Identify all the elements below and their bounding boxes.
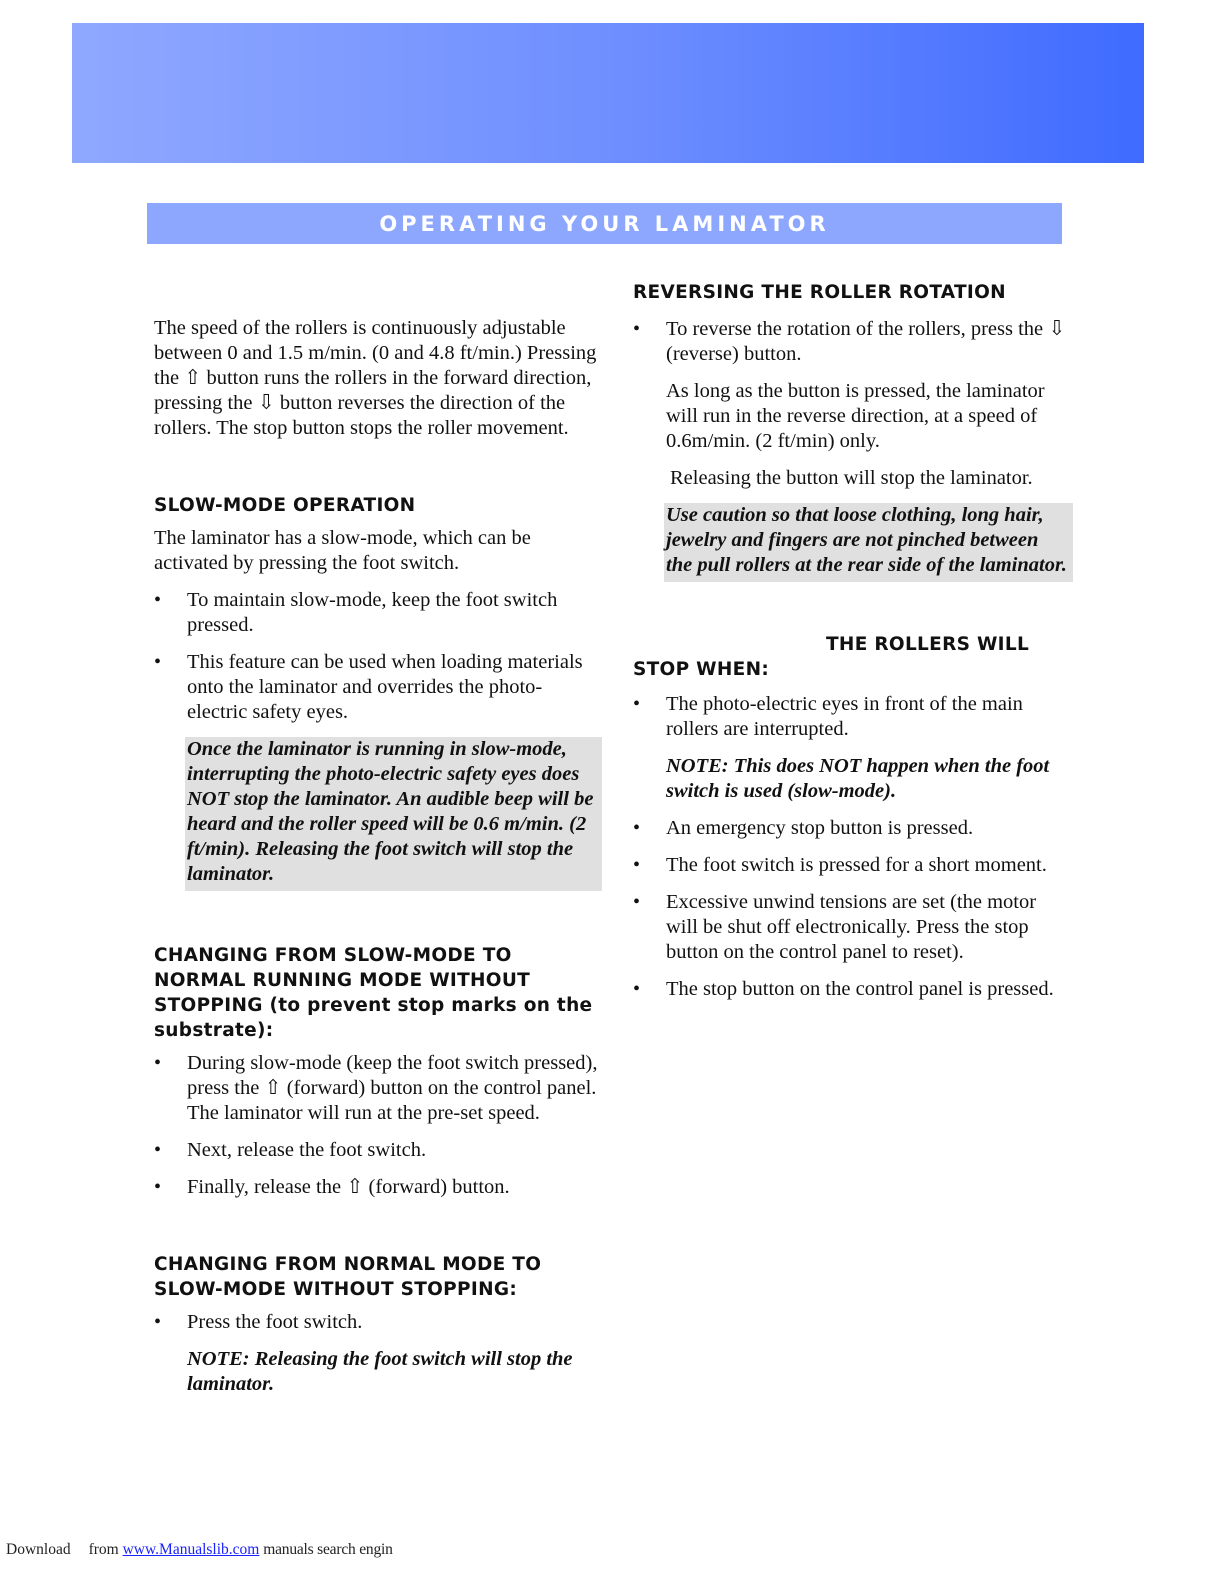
normal-to-slow-note: NOTE: Releasing the foot switch will stop the laminator. xyxy=(187,1348,573,1395)
slow-mode-note: Once the laminator is running in slow-mode, interrupting the photo-electric safety eyes does NOT stop the laminator. An audible beep will be heard and the roller speed will be 0.6 m/min. (2 ft/min). Releasing the foot switch will stop the laminator. xyxy=(185,737,602,891)
reversing-para-1: As long as the button is pressed, the laminator will run in the reverse direction, at a speed of 0.6m/min. (2 ft/min) only. xyxy=(666,380,1045,452)
section-title: OPERATING YOUR LAMINATOR xyxy=(379,211,830,236)
rollers-stop-heading-line1: THE ROLLERS WILL xyxy=(826,634,1030,655)
rollers-stop-heading-line2: STOP WHEN: xyxy=(633,659,770,680)
top-banner xyxy=(72,23,1144,163)
list-item: • To maintain slow-mode, keep the foot switch pressed. xyxy=(154,588,602,638)
footer-download: Download xyxy=(6,1541,71,1558)
list-item: • Finally, release the ⇧ (forward) button. xyxy=(154,1175,602,1200)
slow-to-normal-heading xyxy=(154,943,602,1043)
normal-to-slow-heading: CHANGING FROM NORMAL MODE TO SLOW-MODE WITHOUT STOPPING: xyxy=(154,1254,542,1300)
section-title-bar xyxy=(147,203,1062,244)
list-item: • An emergency stop button is pressed. xyxy=(633,816,1073,841)
slow-to-normal-bullets xyxy=(154,1051,602,1200)
right-column xyxy=(633,280,1073,1014)
reversing-heading: REVERSING THE ROLLER ROTATION xyxy=(633,282,1006,303)
slow-mode-bullets xyxy=(154,588,602,725)
reversing-bullets xyxy=(633,317,1073,367)
slow-to-normal-heading-tail: (to prevent stop marks on the substrate): xyxy=(154,995,593,1041)
slow-mode-heading: SLOW-MODE OPERATION xyxy=(154,495,416,516)
footer-from: from xyxy=(88,1541,119,1558)
intro-paragraph: The speed of the rollers is continuously adjustable between 0 and 1.5 m/min. (0 and 4.8 ft/min.) Pressing the ⇧ button runs the rollers in the forward direction, pressing the ⇩ button reverses the direction of the rollers. The stop button stops the roller movement. xyxy=(154,317,597,439)
stop-when-bullets-1 xyxy=(633,692,1073,742)
list-item: • Excessive unwind tensions are set (the motor will be shut off electronically. Press the stop button on the control panel to reset). xyxy=(633,890,1073,965)
list-item: • The stop button on the control panel is pressed. xyxy=(633,977,1073,1002)
list-item: • The photo-electric eyes in front of the main rollers are interrupted. xyxy=(633,692,1073,742)
list-item: • The foot switch is pressed for a short moment. xyxy=(633,853,1073,878)
list-item: • This feature can be used when loading materials onto the laminator and overrides the photo-electric safety eyes. xyxy=(154,650,602,725)
rollers-stop-heading xyxy=(633,632,1073,682)
footer-link[interactable]: www.Manualslib.com xyxy=(122,1541,260,1558)
stop-when-bullets-2 xyxy=(633,816,1073,1002)
list-item: • To reverse the rotation of the rollers, press the ⇩ (reverse) button. xyxy=(633,317,1073,367)
reversing-para-2: Releasing the button will stop the laminator. xyxy=(670,467,1033,489)
footer xyxy=(6,1541,393,1559)
stop-when-note: NOTE: This does NOT happen when the foot switch is used (slow-mode). xyxy=(666,755,1050,802)
slow-mode-text: The laminator has a slow-mode, which can be activated by pressing the foot switch. xyxy=(154,527,531,574)
slow-to-normal-heading-main: CHANGING FROM SLOW-MODE TO NORMAL RUNNING MODE WITHOUT STOPPING xyxy=(154,945,531,1016)
left-column xyxy=(154,316,602,1409)
list-item: • During slow-mode (keep the foot switch pressed), press the ⇧ (forward) button on the control panel. The laminator will run at the pre-set speed. xyxy=(154,1051,602,1126)
footer-tail: manuals search engin xyxy=(263,1541,393,1558)
list-item: • Next, release the foot switch. xyxy=(154,1138,602,1163)
reversing-caution: Use caution so that loose clothing, long hair, jewelry and fingers are not pinched between the pull rollers at the rear side of the laminator. xyxy=(664,503,1073,582)
list-item: • Press the foot switch. xyxy=(154,1310,602,1335)
normal-to-slow-bullets xyxy=(154,1310,602,1335)
